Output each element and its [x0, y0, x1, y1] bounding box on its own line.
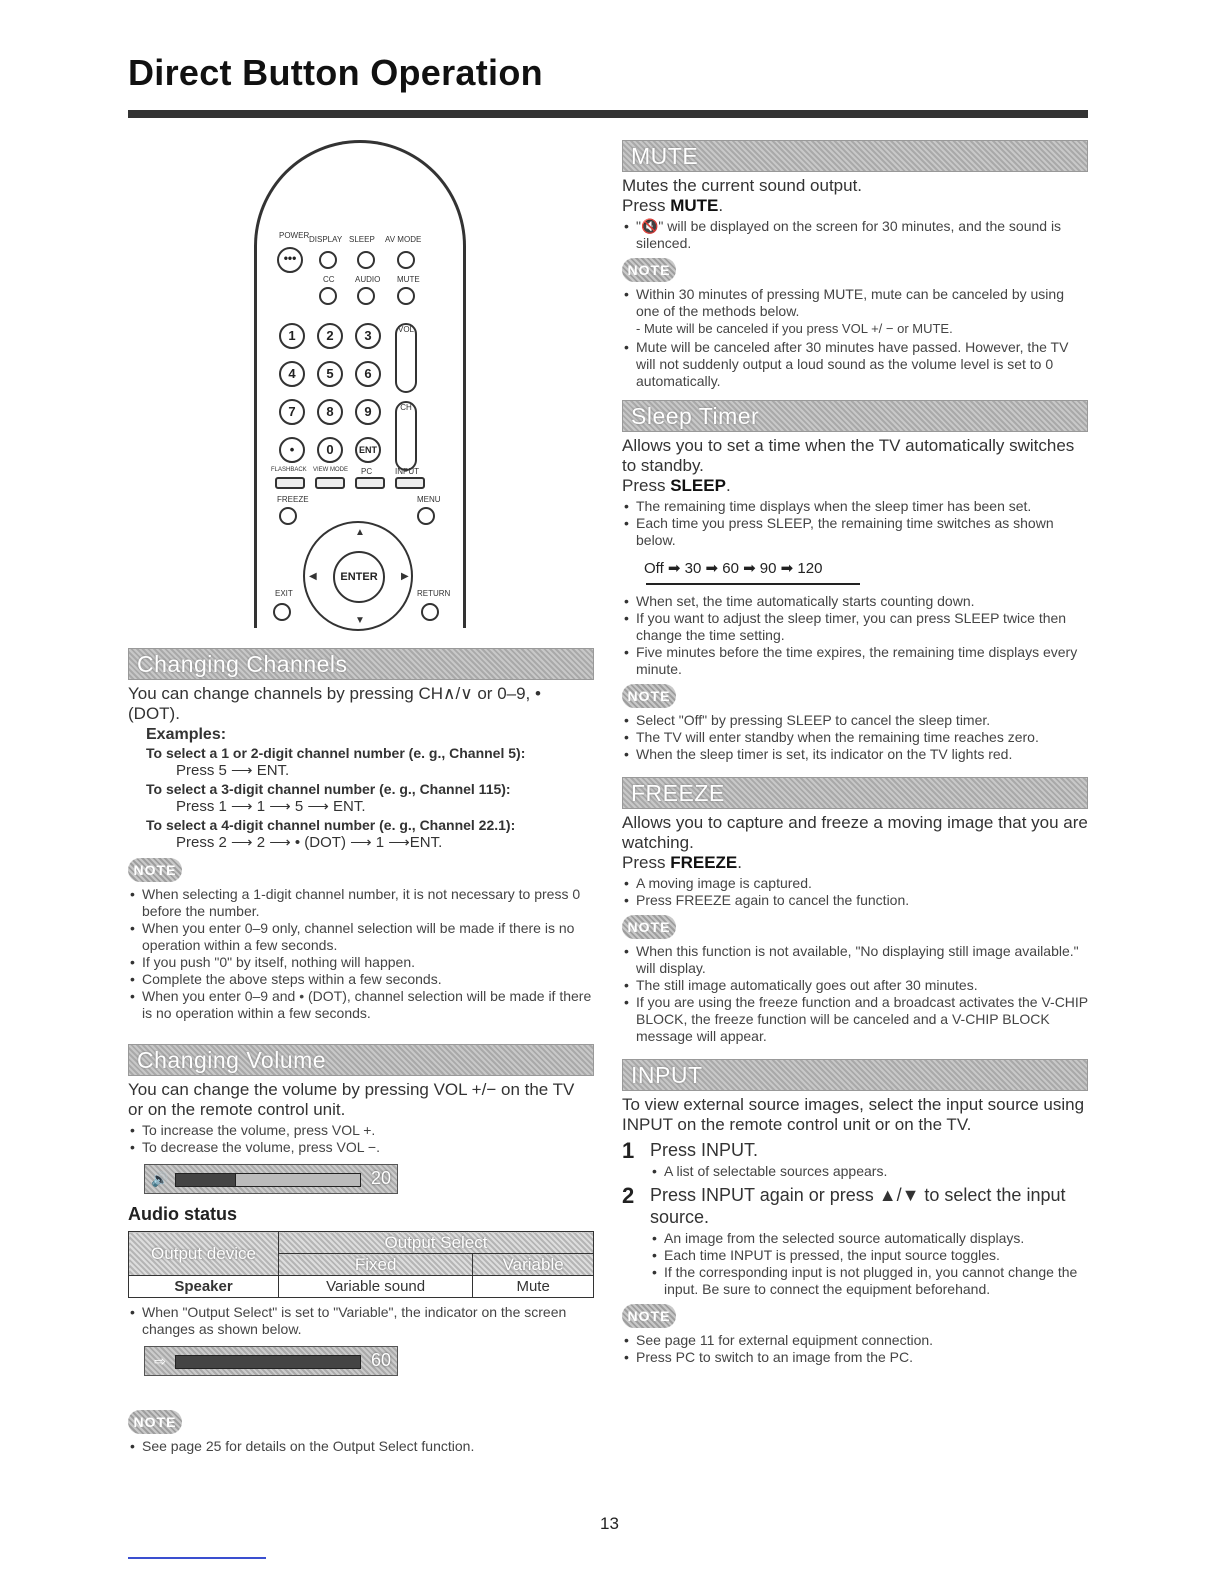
- pc-button: [355, 477, 385, 489]
- example-1-press: Press 5 ⟶ ENT.: [176, 762, 290, 779]
- sleep-button: [357, 251, 375, 269]
- table-row: [129, 1276, 594, 1298]
- list-item: • When this function is not available, "No displaying still image available." will display.: [622, 943, 1088, 977]
- mute-note-badge: NOTE: [622, 258, 676, 282]
- exit-button: [273, 603, 291, 621]
- list-item: • To decrease the volume, press VOL −.: [128, 1139, 594, 1156]
- mute-bullets: [622, 218, 1088, 252]
- mute-label: MUTE: [397, 275, 420, 284]
- list-item: • See page 11 for external equipment connection.: [622, 1332, 1088, 1349]
- list-item: • The remaining time displays when the sleep timer has been set.: [622, 498, 1088, 515]
- freeze-press: Press FREEZE.: [622, 853, 742, 872]
- press-prefix: Press: [622, 476, 671, 495]
- display-button: [319, 251, 337, 269]
- right-arrow-icon: ▶: [401, 571, 409, 582]
- audio-label: AUDIO: [355, 275, 381, 284]
- example-3-press: Press 2 ⟶ 2 ⟶ • (DOT) ⟶ 1 ⟶ENT.: [176, 834, 443, 851]
- changing-volume-header: Changing Volume: [128, 1044, 594, 1076]
- variable-sound-cell: Variable sound: [279, 1276, 473, 1298]
- return-label: RETURN: [417, 589, 451, 598]
- sleep-bullets-2: [622, 593, 1088, 678]
- input-lead: To view external source images, select the input source using INPUT on the remote control unit or on the TV.: [622, 1095, 1085, 1134]
- channels-notes: [128, 886, 594, 1022]
- volume-fill: [175, 1355, 361, 1369]
- enter-button: ENTER: [333, 551, 385, 603]
- list-item: • When the sleep timer is set, its indicator on the TV lights red.: [622, 746, 1088, 763]
- volume-note-badge: NOTE: [128, 1410, 182, 1434]
- freeze-button: [279, 507, 297, 525]
- freeze-bullets: [622, 875, 1088, 909]
- press-key: FREEZE: [670, 853, 738, 872]
- sleep-press: Press SLEEP.: [622, 476, 731, 495]
- list-item: • The still image automatically goes out after 30 minutes.: [622, 977, 1088, 994]
- list-item: • Press FREEZE again to cancel the function.: [622, 892, 1088, 909]
- flashback-button: [275, 477, 305, 489]
- digit-3-button: 3: [355, 323, 381, 349]
- sleep-sequence-text: Off ➡ 30 ➡ 60 ➡ 90 ➡ 120: [644, 560, 823, 577]
- dot-button: •: [279, 437, 305, 463]
- return-button: [421, 603, 439, 621]
- vol-rocker: [395, 323, 417, 393]
- viewmode-button: [315, 477, 345, 489]
- power-button: •••: [277, 247, 303, 273]
- sleep-loop-line: [646, 581, 860, 585]
- digit-1-button: 1: [279, 323, 305, 349]
- vol-rocker-label: VOL: [397, 325, 414, 334]
- list-item: • The TV will enter standby when the remaining time reaches zero.: [622, 729, 1088, 746]
- cc-label: CC: [323, 275, 335, 284]
- changing-volume-lead: You can change the volume by pressing VOL +/− on the TV or on the remote control unit.: [128, 1080, 575, 1119]
- mute-note-sub: - Mute will be canceled if you press VOL +/ − or MUTE.: [636, 321, 953, 336]
- list-item: • "🔇" will be displayed on the screen for 30 minutes, and the sound is silenced.: [622, 218, 1088, 252]
- input-header: INPUT: [622, 1059, 1088, 1091]
- digit-2-button: 2: [317, 323, 343, 349]
- sleep-note-badge: NOTE: [622, 684, 676, 708]
- sleep-label: SLEEP: [349, 235, 375, 244]
- viewmode-label: VIEW MODE: [313, 467, 349, 473]
- mute-header: MUTE: [622, 140, 1088, 172]
- variable-header: Variable: [473, 1254, 594, 1276]
- avmode-button: [397, 251, 415, 269]
- sleep-sequence: [644, 559, 1088, 587]
- press-prefix: Press: [622, 853, 671, 872]
- input-note-badge: NOTE: [622, 1304, 676, 1328]
- power-label: POWER: [279, 231, 310, 240]
- list-item: • If you want to adjust the sleep timer, you can press SLEEP twice then change the time setting.: [622, 610, 1088, 644]
- press-prefix: Press: [622, 196, 671, 215]
- audio-button: [357, 287, 375, 305]
- step-instruction: Press INPUT.: [650, 1140, 759, 1160]
- digit-6-button: 6: [355, 361, 381, 387]
- volume-fill: [175, 1173, 236, 1187]
- ch-rocker-label: CH: [400, 403, 412, 412]
- sleep-bullets: [622, 498, 1088, 549]
- up-arrow-icon: ▲: [355, 527, 365, 538]
- down-arrow-icon: ▼: [355, 615, 365, 626]
- mute-press: Press MUTE.: [622, 196, 724, 215]
- list-item: • If you are using the freeze function and a broadcast activates the V-CHIP BLOCK, the freeze function will be canceled and a V-CHIP BLOCK message will appear.: [622, 994, 1088, 1045]
- audio-status-table: [128, 1231, 594, 1298]
- ch-rocker: [395, 401, 417, 471]
- changing-channels-lead: You can change channels by pressing CH∧/∨ or 0–9, • (DOT).: [128, 684, 541, 723]
- volume-bullets: [128, 1122, 594, 1156]
- list-item: • Each time INPUT is pressed, the input source toggles.: [650, 1247, 1088, 1264]
- step-bullets: [650, 1163, 1088, 1180]
- list-item: • To increase the volume, press VOL +.: [128, 1122, 594, 1139]
- input-button: [395, 477, 425, 489]
- output-select-header: Output Select: [279, 1232, 594, 1254]
- list-item: • Complete the above steps within a few seconds.: [128, 971, 594, 988]
- table-row: [129, 1232, 594, 1254]
- sleep-timer-header: Sleep Timer: [622, 400, 1088, 432]
- list-item: • If you push "0" by itself, nothing will happen.: [128, 954, 594, 971]
- press-key: SLEEP: [670, 476, 726, 495]
- page-title: Direct Button Operation: [128, 52, 543, 93]
- channels-note-badge: NOTE: [128, 858, 182, 882]
- mute-notes-2: [622, 339, 1088, 390]
- remote-illustration: [128, 132, 594, 628]
- list-item: • When you enter 0–9 and • (DOT), channel selection will be made if there is no operation within a few seconds.: [128, 988, 594, 1022]
- changing-channels-header: Changing Channels: [128, 648, 594, 680]
- ent-button: ENT: [355, 437, 381, 463]
- menu-button: [417, 507, 435, 525]
- list-item: • Select "Off" by pressing SLEEP to cancel the sleep timer.: [622, 712, 1088, 729]
- list-item: • When you enter 0–9 only, channel selection will be made if there is no operation within a few seconds.: [128, 920, 594, 954]
- digit-9-button: 9: [355, 399, 381, 425]
- fixed-header: Fixed: [279, 1254, 473, 1276]
- example-3-title: To select a 4-digit channel number (e. g., Channel 22.1):: [146, 817, 516, 833]
- audio-status-title: Audio status: [128, 1204, 238, 1224]
- freeze-header: FREEZE: [622, 777, 1088, 809]
- digit-0-button: 0: [317, 437, 343, 463]
- mute-button: [397, 287, 415, 305]
- digit-5-button: 5: [317, 361, 343, 387]
- list-item: • See page 25 for details on the Output Select function.: [128, 1438, 594, 1455]
- freeze-note-badge: NOTE: [622, 915, 676, 939]
- input-notes: [622, 1332, 1088, 1366]
- list-item: • Press PC to switch to an image from the PC.: [622, 1349, 1088, 1366]
- volume-indicator: [144, 1164, 398, 1194]
- digit-8-button: 8: [317, 399, 343, 425]
- after-table-bullets: [128, 1304, 594, 1338]
- exit-label: EXIT: [275, 589, 293, 598]
- list-item: • When "Output Select" is set to "Variable", the indicator on the screen changes as shown below.: [128, 1304, 594, 1338]
- freeze-label: FREEZE: [277, 495, 309, 504]
- title-rule: [128, 110, 1088, 118]
- footer-rule: [128, 1557, 266, 1559]
- step-text: [650, 1139, 1088, 1180]
- speaker-icon: 🔊: [151, 1171, 169, 1187]
- list-item: • When selecting a 1-digit channel number, it is not necessary to press 0 before the number.: [128, 886, 594, 920]
- list-item: • If the corresponding input is not plugged in, you cannot change the input. Be sure to connect the equipment beforehand.: [650, 1264, 1088, 1298]
- freeze-lead: Allows you to capture and freeze a moving image that you are watching.: [622, 813, 1088, 852]
- left-column: [128, 132, 594, 1455]
- sleep-notes: [622, 712, 1088, 763]
- digit-7-button: 7: [279, 399, 305, 425]
- freeze-notes: [622, 943, 1088, 1045]
- avmode-label: AV MODE: [385, 235, 422, 244]
- list-item: • Within 30 minutes of pressing MUTE, mute can be canceled by using one of the methods below.: [622, 286, 1088, 320]
- volume-indicator-variable: [144, 1346, 398, 1376]
- step-instruction: Press INPUT again or press ▲/▼ to select the input source.: [650, 1185, 1066, 1227]
- left-arrow-icon: ◀: [309, 571, 317, 582]
- example-2-title: To select a 3-digit channel number (e. g., Channel 115):: [146, 781, 511, 797]
- input-label: INPUT: [395, 467, 419, 476]
- speaker-cell: Speaker: [129, 1276, 279, 1298]
- page-number: 13: [600, 1514, 619, 1533]
- step-text: [650, 1184, 1088, 1298]
- list-item: • When set, the time automatically starts counting down.: [622, 593, 1088, 610]
- menu-label: MENU: [417, 495, 441, 504]
- digit-4-button: 4: [279, 361, 305, 387]
- cc-button: [319, 287, 337, 305]
- example-2-press: Press 1 ⟶ 1 ⟶ 5 ⟶ ENT.: [176, 798, 366, 815]
- line-out-icon: ⇨: [154, 1353, 166, 1369]
- list-item: • Each time you press SLEEP, the remaining time switches as shown below.: [622, 515, 1088, 549]
- remote-outline: [254, 140, 466, 628]
- dpad: [303, 521, 413, 631]
- list-item: • A moving image is captured.: [622, 875, 1088, 892]
- volume-value: 60: [370, 1350, 391, 1370]
- flashback-label: FLASHBACK: [271, 467, 307, 473]
- step-number: 1: [622, 1138, 635, 1163]
- sleep-timer-lead: Allows you to set a time when the TV automatically switches to standby.: [622, 436, 1075, 475]
- volume-notes: [128, 1438, 594, 1455]
- press-key: MUTE: [670, 196, 719, 215]
- list-item: • An image from the selected source automatically displays.: [650, 1230, 1088, 1247]
- step-number: 2: [622, 1183, 635, 1208]
- input-step-1: [622, 1139, 1088, 1180]
- list-item: • Mute will be canceled after 30 minutes have passed. However, the TV will not suddenly output a loud sound as the volume level is set to 0 automatically.: [622, 339, 1088, 390]
- mute-cell: Mute: [473, 1276, 594, 1298]
- volume-value: 20: [370, 1168, 391, 1188]
- examples-title: Examples:: [146, 726, 227, 743]
- mute-lead: Mutes the current sound output.: [622, 176, 863, 195]
- output-device-header: Output device: [129, 1232, 279, 1276]
- list-item: • Five minutes before the time expires, the remaining time displays every minute.: [622, 644, 1088, 678]
- display-label: DISPLAY: [309, 235, 343, 244]
- list-item: • A list of selectable sources appears.: [650, 1163, 1088, 1180]
- mute-notes: [622, 286, 1088, 320]
- right-column: [622, 140, 1088, 1366]
- input-step-2: [622, 1184, 1088, 1298]
- example-1-title: To select a 1 or 2-digit channel number (e. g., Channel 5):: [146, 745, 526, 761]
- pc-label: PC: [361, 467, 373, 476]
- step-bullets: [650, 1230, 1088, 1298]
